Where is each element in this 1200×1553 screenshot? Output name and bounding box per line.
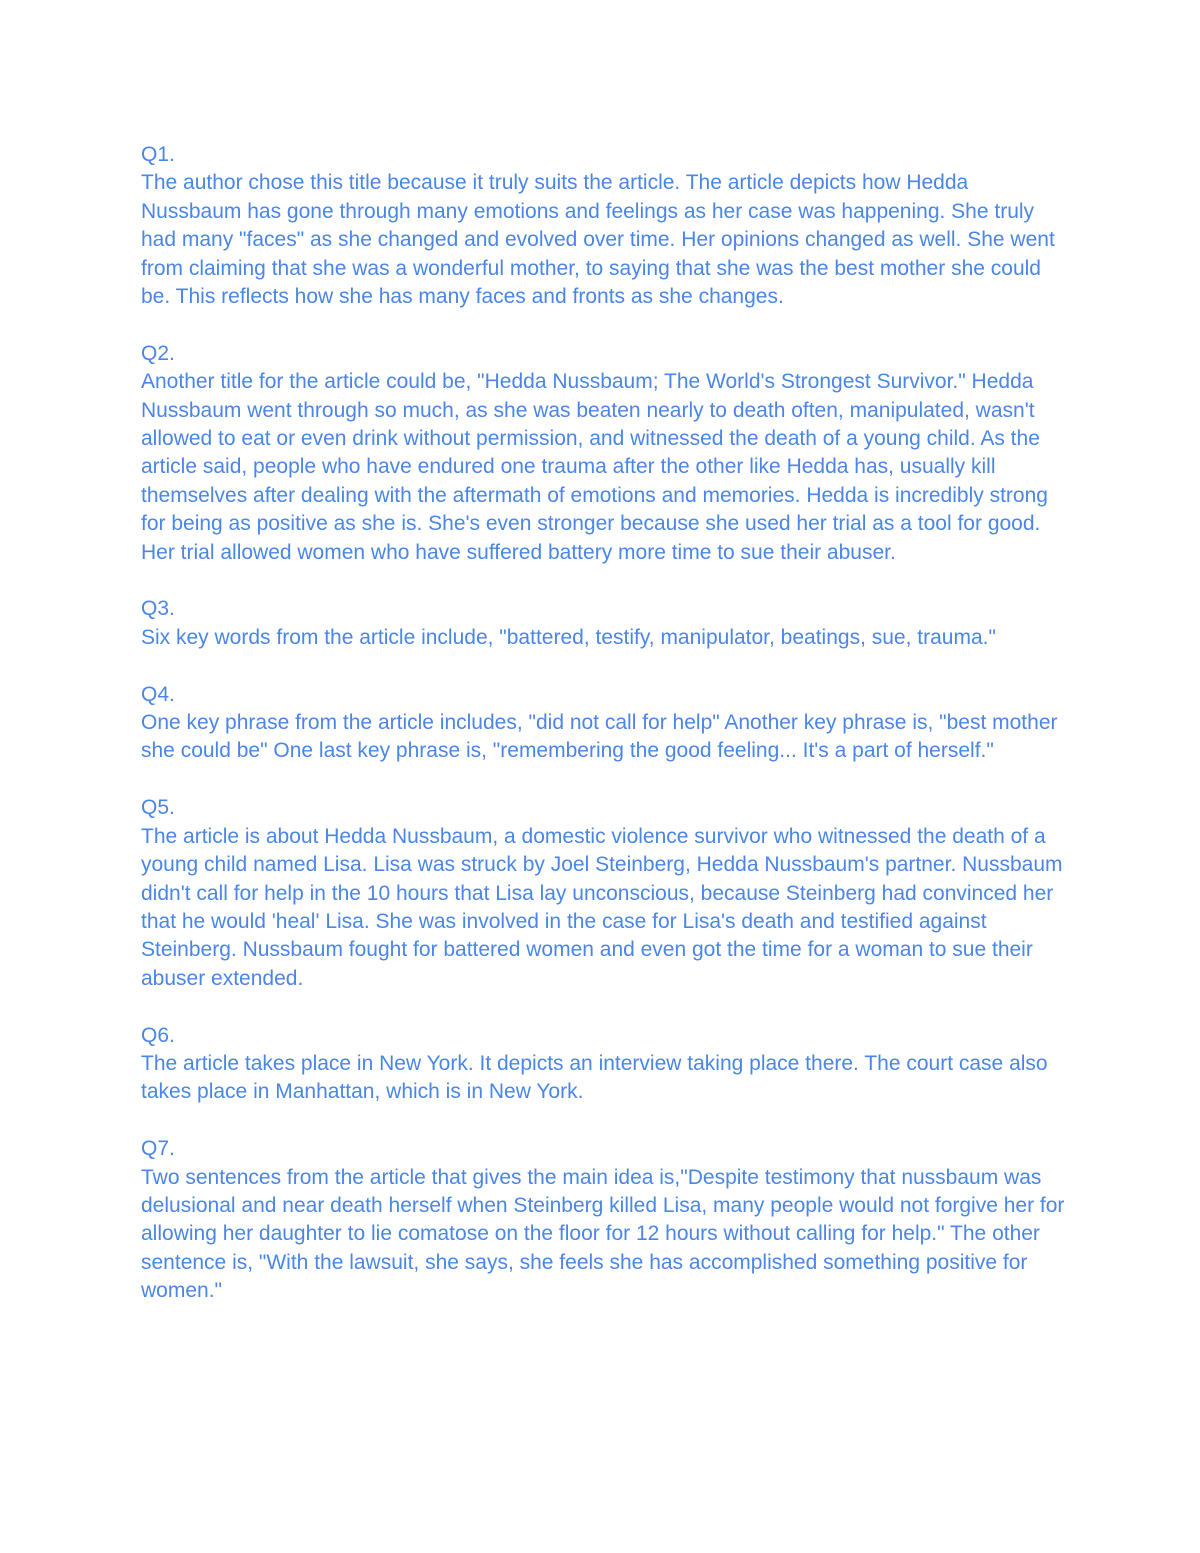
answer-text: The article is about Hedda Nussbaum, a domestic violence survivor who witnessed the death of a young child named Lisa. Lisa was struck by Joel Steinberg, Hedda Nussbaum's partner. Nussbaum didn't call for help in the 10 hours that Lisa lay unconscious, because Steinberg had convinced her that he would 'heal' Lisa. She was involved in the case for Lisa's death and testified against Steinberg. Nussbaum fought for battered women and even got the time for a woman to sue their abuser extended. <box>141 824 1063 990</box>
answer-text: Six key words from the article include, "battered, testify, manipulator, beatings, sue, trauma." <box>141 625 996 649</box>
question-label: Q7. <box>141 1137 175 1161</box>
question-block-q5 <box>141 794 1071 993</box>
answer-text: The author chose this title because it truly suits the article. The article depicts how Hedda Nussbaum has gone through many emotions and feelings as her case was happening. She truly had many "faces" as she changed and evolved over time. Her opinions changed as well. She went from claiming that she was a wonderful mother, to saying that she was the best mother she could be. This reflects how she has many faces and fronts as she changes. <box>141 171 1055 309</box>
question-block-q6 <box>141 1022 1071 1107</box>
question-block-q1 <box>141 141 1071 311</box>
question-label: Q4. <box>141 682 175 706</box>
answer-text: Two sentences from the article that gives the main idea is,"Despite testimony that nussbaum was delusional and near death herself when Steinberg killed Lisa, many people would not forgive her for allowing her daughter to lie comatose on the floor for 12 hours without calling for help." The other sentence is, "With the lawsuit, she says, she feels she has accomplished something positive for women." <box>141 1165 1065 1303</box>
answer-text: The article takes place in New York. It depicts an interview taking place there. The court case also takes place in Manhattan, which is in New York. <box>141 1051 1048 1104</box>
question-block-q3 <box>141 595 1071 652</box>
question-block-q2 <box>141 340 1071 567</box>
question-block-q7 <box>141 1135 1071 1305</box>
answer-text: One key phrase from the article includes, "did not call for help" Another key phrase is, "best mother she could be" One last key phrase is, "remembering the good feeling... It's a part of herself." <box>141 711 1058 763</box>
question-block-q4 <box>141 681 1071 766</box>
question-label: Q2. <box>141 341 175 365</box>
question-label: Q6. <box>141 1023 175 1047</box>
question-label: Q3. <box>141 597 175 621</box>
question-label: Q1. <box>141 143 175 166</box>
document-body <box>141 141 1071 1334</box>
answer-text: Another title for the article could be, "Hedda Nussbaum; The World's Strongest Survivor." Hedda Nussbaum went through so much, as she was beaten nearly to death often, manipulated, wasn't allowed to eat or even drink without permission, and witnessed the death of a young child. As the article said, people who have endured one trauma after the other like Hedda has, usually kill themselves after dealing with the aftermath of emotions and memories. Hedda is incredibly strong for being as positive as she is. She's even stronger because she used her trial as a tool for good. Her trial allowed women who have suffered battery more time to sue their abuser. <box>141 370 1048 564</box>
question-label: Q5. <box>141 796 175 820</box>
